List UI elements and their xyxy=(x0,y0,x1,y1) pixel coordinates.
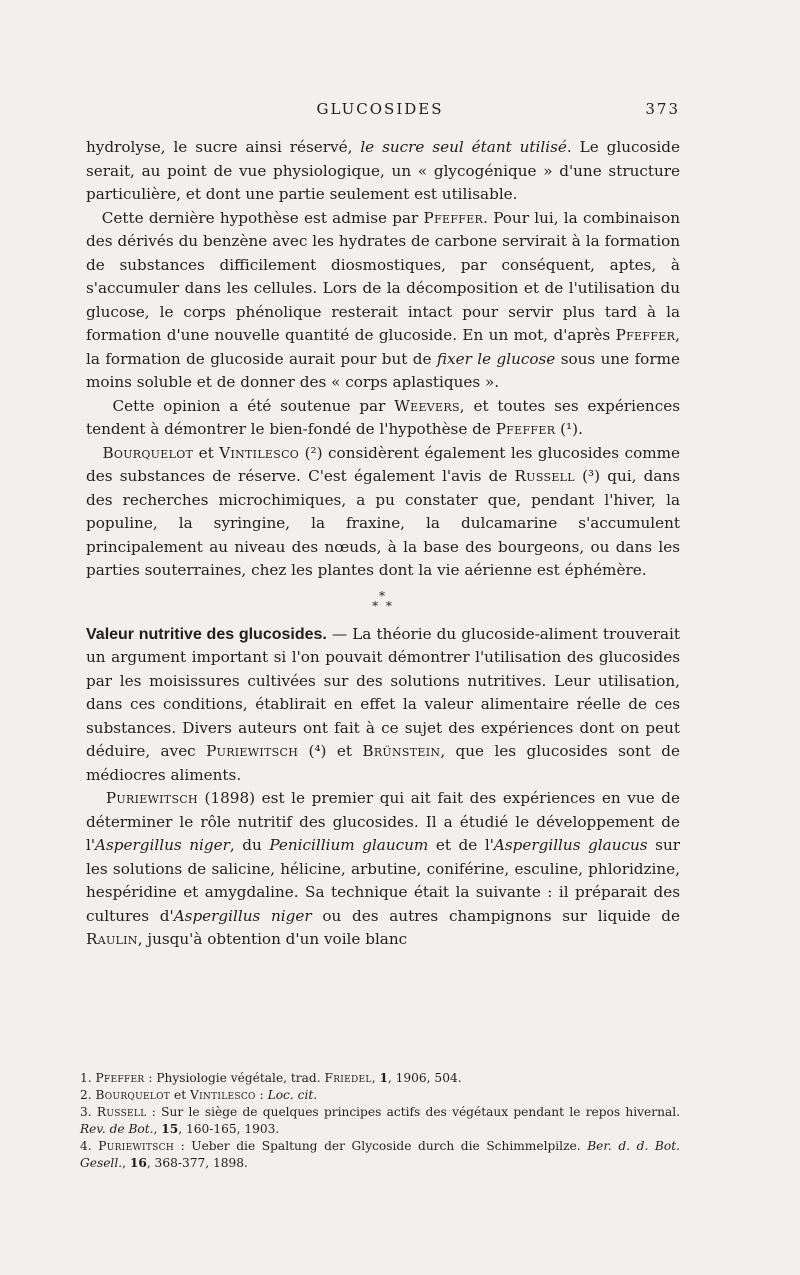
paragraph-4 xyxy=(86,442,680,583)
section-paragraph xyxy=(86,623,680,788)
author-name: Bourquelot xyxy=(102,443,194,462)
species-name: Aspergillus niger xyxy=(95,836,230,854)
text-run: Cette dernière hypothèse est admise par xyxy=(101,208,424,227)
species-name: Aspergillus glaucus xyxy=(493,836,648,854)
footnote-3 xyxy=(80,1104,680,1138)
text-run: . Le glucoside serait, au point de vue physiologique, un « glycogénique » d'une structure particulière, et dont une partie seulement est utilisable. xyxy=(86,138,680,203)
text-run: considèrent également les glucosides comme des substances de réserve. C'est également l'avis de xyxy=(86,443,681,485)
footnote-author: Vintilesco xyxy=(189,1088,256,1102)
footnote-author: Friedel xyxy=(324,1071,372,1085)
text-run: qui, dans des recherches microchimiques, a pu constater que, pendant l'hiver, la populine, la syringine, la fraxine, la dulcamarine s'accumulent principalement au niveau des nœuds, à la base des bourgeons, ou dans les parties souterraines, chez les plantes dont la vie aérienne est éphémère. xyxy=(86,467,680,579)
footnote-ref: (³) xyxy=(582,467,601,485)
footnote-1 xyxy=(80,1070,680,1087)
page-number: 373 xyxy=(645,100,680,118)
text-run: . xyxy=(578,420,583,438)
author-name: Raulin xyxy=(86,930,138,948)
author-name: Brünstein xyxy=(362,742,441,760)
footnote-2 xyxy=(80,1087,680,1104)
paragraph-6 xyxy=(86,787,680,952)
footnote-number: 3. xyxy=(80,1105,92,1119)
text-run: — La théorie du glucoside-aliment trouverait un argument important si l'on pouvait démontrer l'utilisation des glucosides par les moisissures cultivées sur des solutions nutritives. Leur utilisation, dans ces conditions, établirait en effet la valeur alimentaire réelle de ces substances. Divers auteurs ont fait à ce sujet des expériences dont on peut déduire, avec xyxy=(86,624,680,760)
text-run: , 160-165, 1903. xyxy=(178,1122,280,1136)
text-run: , la formation de glucoside aurait pour but de xyxy=(86,326,680,368)
text-run: : Physiologie végétale, trad. xyxy=(144,1071,325,1085)
italic-run: le sucre seul étant utilisé xyxy=(360,138,567,156)
text-run: et de l' xyxy=(428,836,494,854)
text-run: , 1906, 504. xyxy=(387,1071,462,1085)
footnote-number: 1. xyxy=(80,1071,92,1085)
main-text xyxy=(86,136,680,952)
volume-number: 16 xyxy=(129,1156,147,1170)
text-run: : Sur le siège de quelques principes actifs des végétaux pendant le repos hivernal. xyxy=(146,1105,680,1119)
footnote-author: Puriewitsch xyxy=(98,1139,174,1153)
text-run: sous une forme moins soluble et de donner des « corps aplastiques ». xyxy=(86,349,680,391)
author-name: Vintilesco xyxy=(219,443,300,462)
footnote-author: Russell xyxy=(96,1105,147,1119)
text-run: , xyxy=(153,1122,162,1136)
footnote-number: 2. xyxy=(80,1088,92,1102)
text-run: (1898) est le premier qui ait fait des expériences en vue de déterminer le rôle nutritif des glucosides. Il a étudié le développement de l' xyxy=(86,789,680,854)
author-name: Pfeffer xyxy=(423,208,484,227)
text-run: et xyxy=(326,742,363,760)
italic-run: fixer le glucose xyxy=(436,349,556,368)
footnote-author: Bourquelot xyxy=(95,1088,171,1102)
paragraph-3 xyxy=(86,395,680,442)
text-run: et xyxy=(170,1088,190,1102)
volume-number: 1 xyxy=(379,1071,388,1085)
text-run: , jusqu'à obtention d'un voile blanc xyxy=(137,930,408,948)
section-separator xyxy=(86,588,680,613)
paragraph-2 xyxy=(86,207,680,395)
text-run: , et toutes ses expériences tendent à démontrer le bien-fondé de l'hypothèse de xyxy=(86,396,680,438)
species-name: Aspergillus niger xyxy=(173,906,312,925)
footnote-ref: (¹) xyxy=(560,420,579,438)
text-run: , du xyxy=(229,836,270,854)
journal-name: Rev. de Bot. xyxy=(80,1122,154,1136)
author-name: Weevers xyxy=(394,396,460,415)
running-title: GLUCOSIDES xyxy=(316,100,444,118)
text-run: , 368-377, 1898. xyxy=(146,1156,248,1170)
text-run: , que les glucosides sont de médiocres aliments. xyxy=(86,742,681,784)
text-run: , xyxy=(122,1156,130,1170)
author-name: Pfeffer xyxy=(615,326,676,344)
text-run: : Ueber die Spaltung der Glycoside durch die Schimmelpilze. xyxy=(173,1139,588,1153)
running-header xyxy=(80,100,680,124)
text-run: Cette opinion a été soutenue par xyxy=(112,396,395,415)
asterisk-top: * xyxy=(379,588,387,603)
author-name: Puriewitsch xyxy=(206,742,299,760)
footnote-author: Pfeffer xyxy=(95,1071,145,1085)
footnote-4 xyxy=(80,1138,680,1172)
footnote-number: 4. xyxy=(80,1139,92,1153)
paragraph-1 xyxy=(86,136,680,207)
asterisk-bottom: * * xyxy=(372,598,394,613)
italic-run: Loc. cit. xyxy=(267,1088,318,1102)
text-run: sur les solutions de salicine, hélicine, arbutine, coniférine, esculine, phloridzine, hespéridine et amygdaline. Sa technique était la suivante : il préparait des cultures d' xyxy=(86,836,680,925)
text-run: et xyxy=(193,443,220,462)
author-name: Russell xyxy=(514,467,575,485)
author-name: Puriewitsch xyxy=(105,789,198,807)
footnotes xyxy=(80,1070,680,1172)
footnote-ref: (⁴) xyxy=(308,742,327,760)
text-run: ou des autres champignons sur liquide de xyxy=(311,906,680,925)
journal-name: Ber. d. d. Bot. Gesell. xyxy=(80,1139,680,1170)
section-heading: Valeur nutritive des glucosides. xyxy=(86,625,327,643)
text-run: , xyxy=(371,1071,380,1085)
text-run: . Pour lui, la combinaison des dérivés du benzène avec les hydrates de carbone servirait à la formation de substances difficilement diosmostiques, par conséquent, aptes, à s'accumuler dans les cellules. Lors de la décomposition et de l'utilisation du glucose, le corps phénolique resterait intact pour servir plus tard à la formation d'une nouvelle quantité de glucoside. En un mot, d'après xyxy=(86,208,681,344)
text-run: hydrolyse, le sucre ainsi réservé, xyxy=(86,138,361,156)
author-name: Pfeffer xyxy=(495,420,556,438)
footnote-ref: (²) xyxy=(304,443,323,462)
species-name: Penicillium glaucum xyxy=(269,836,429,854)
volume-number: 15 xyxy=(161,1122,179,1136)
text-run: : xyxy=(255,1088,268,1102)
